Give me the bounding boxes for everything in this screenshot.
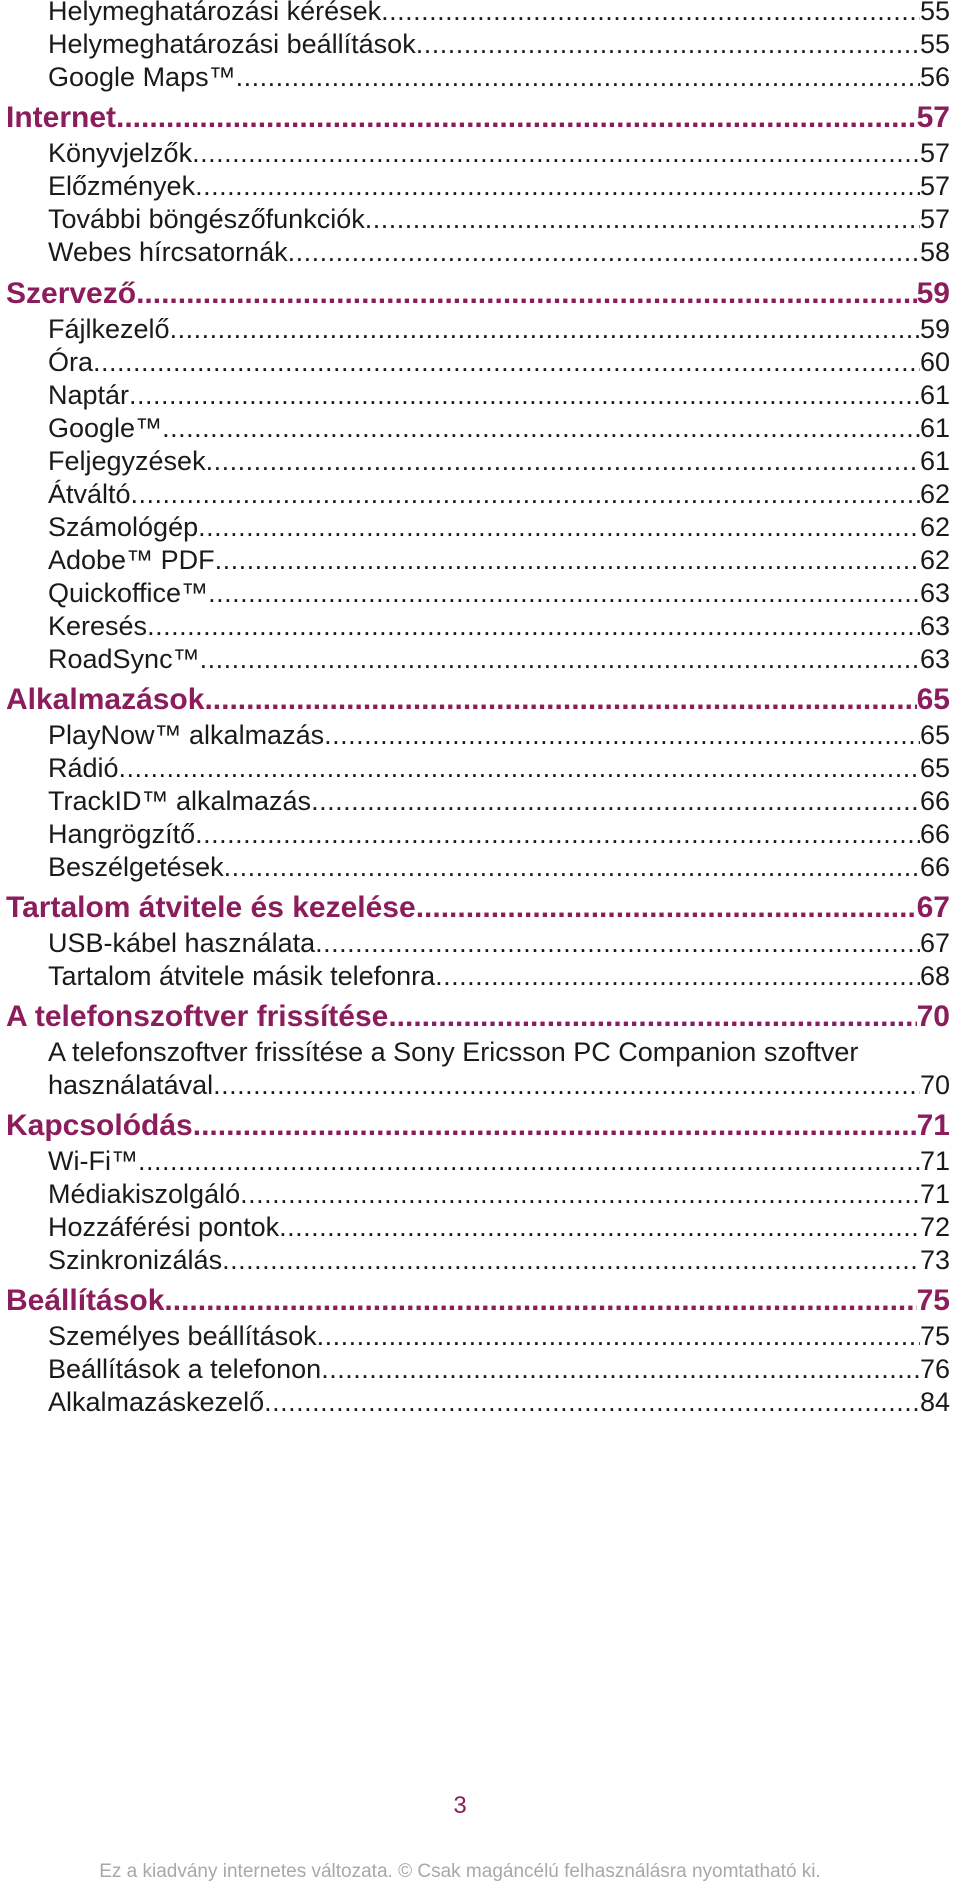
dot-leader <box>222 1245 920 1276</box>
toc-entry-title: Fájlkezelő <box>48 314 170 344</box>
page-number: 3 <box>453 1792 467 1819</box>
dot-leader <box>381 0 920 27</box>
toc-entry-page: 70 <box>919 1070 950 1100</box>
toc-entry-title-line2: használatával <box>48 1070 214 1100</box>
dot-leader <box>288 237 920 268</box>
toc-entry[interactable] <box>48 720 950 751</box>
dot-leader <box>206 446 920 477</box>
toc-entry-page: 63 <box>919 644 950 674</box>
toc-entry[interactable] <box>48 611 950 642</box>
dot-leader <box>311 786 920 817</box>
dot-leader <box>365 204 920 235</box>
toc-section-title: A telefonszoftver frissítése <box>6 1000 389 1033</box>
toc-section-page: 59 <box>916 277 950 310</box>
dot-leader <box>164 1284 916 1318</box>
toc-entry-page: 62 <box>919 545 950 575</box>
footer-notice: Ez a kiadvány internetes változata. © Csak magáncélú felhasználásra nyomtatható ki. <box>99 1861 821 1882</box>
toc-entry-title: Médiakiszolgáló <box>48 1179 241 1209</box>
dot-leader <box>93 347 920 378</box>
dot-leader <box>147 611 920 642</box>
toc-section-title: Beállítások <box>6 1284 165 1317</box>
toc-entry-title: RoadSync™ <box>48 644 200 674</box>
toc-entry[interactable] <box>48 62 950 93</box>
dot-leader <box>213 1070 920 1101</box>
toc-entry[interactable] <box>48 1146 950 1177</box>
toc-entry-title: Webes hírcsatornák <box>48 237 288 267</box>
toc-entry-page: 84 <box>919 1387 950 1417</box>
dot-leader <box>388 1000 916 1034</box>
toc-entry-title: Naptár <box>48 380 130 410</box>
dot-leader <box>200 644 920 675</box>
toc-entry-title: USB-kábel használata <box>48 928 316 958</box>
toc-section[interactable] <box>6 277 950 311</box>
dot-leader <box>315 928 920 959</box>
toc-entry-title: Rádió <box>48 753 119 783</box>
dot-leader <box>136 277 917 311</box>
toc-entry-title: Wi-Fi™ <box>48 1146 138 1176</box>
toc-entry[interactable] <box>48 347 950 378</box>
toc-entry[interactable] <box>48 1212 950 1243</box>
toc-entry-page: 56 <box>919 62 950 92</box>
toc-entry-page: 57 <box>919 204 950 234</box>
toc-entry-title: Google™ <box>48 413 163 443</box>
toc-entry-title: További böngészőfunkciók <box>48 204 365 234</box>
dot-leader <box>435 961 920 992</box>
toc-entry[interactable] <box>48 29 950 60</box>
toc-entry-page: 73 <box>919 1245 950 1275</box>
toc-entry-page: 62 <box>919 512 950 542</box>
toc-entry[interactable] <box>48 644 950 675</box>
toc-entry[interactable] <box>48 819 950 850</box>
toc-entry[interactable] <box>48 545 950 576</box>
toc-section-title: Internet <box>6 101 117 134</box>
toc-entry[interactable] <box>48 578 950 609</box>
toc-section-title: Tartalom átvitele és kezelése <box>6 891 416 924</box>
dot-leader <box>119 753 920 784</box>
toc-entry[interactable] <box>48 314 950 345</box>
toc-entry-title: Számológép <box>48 512 199 542</box>
toc-entry-page: 66 <box>919 852 950 882</box>
toc-entry-page: 57 <box>919 138 950 168</box>
toc-entry[interactable] <box>48 1179 950 1210</box>
dot-leader <box>324 720 920 751</box>
toc-entry-page: 59 <box>919 314 950 344</box>
toc-entry-page: 68 <box>919 961 950 991</box>
toc-entry-title: Tartalom átvitele másik telefonra <box>48 961 436 991</box>
toc-entry-page: 63 <box>919 578 950 608</box>
toc-entry-page: 66 <box>919 819 950 849</box>
toc-entry[interactable] <box>48 512 950 543</box>
toc-entry[interactable] <box>48 753 950 784</box>
toc-entry[interactable] <box>48 961 950 992</box>
dot-leader <box>195 171 920 202</box>
toc-entry[interactable] <box>48 0 950 27</box>
dot-leader <box>416 891 917 925</box>
toc-entry-title: Quickoffice™ <box>48 578 209 608</box>
toc-entry-title: Személyes beállítások <box>48 1321 317 1351</box>
toc-entry[interactable] <box>48 1387 950 1418</box>
toc-entry-page: 55 <box>919 29 950 59</box>
dot-leader <box>279 1212 920 1243</box>
toc-entry[interactable] <box>48 171 950 202</box>
toc-section-title: Alkalmazások <box>6 683 205 716</box>
toc-entry-page: 58 <box>919 237 950 267</box>
toc-entry[interactable] <box>48 138 950 169</box>
toc-entry-page: 75 <box>919 1321 950 1351</box>
dot-leader <box>236 62 920 93</box>
toc-entry[interactable] <box>48 446 950 477</box>
dot-leader <box>162 413 920 444</box>
toc-entry-page: 61 <box>919 446 950 476</box>
toc-entry-title: Könyvjelzők <box>48 138 193 168</box>
toc-entry-title: Átváltó <box>48 479 131 509</box>
toc-entry-page: 62 <box>919 479 950 509</box>
dot-leader <box>195 819 920 850</box>
toc-entry-page: 66 <box>919 786 950 816</box>
toc-entry-title: TrackID™ alkalmazás <box>48 786 312 816</box>
toc-entry-title-line1[interactable]: A telefonszoftver frissítése a Sony Ericsson PC Companion szoftver <box>48 1037 859 1067</box>
toc-entry[interactable] <box>48 237 950 268</box>
toc-entry[interactable] <box>48 786 950 817</box>
toc-entry-title: Adobe™ PDF <box>48 545 215 575</box>
toc-section-page: 70 <box>916 1000 950 1033</box>
toc-entry-title: Keresés <box>48 611 148 641</box>
dot-leader <box>204 683 916 717</box>
dot-leader <box>264 1387 920 1418</box>
toc-entry-title: Előzmények <box>48 171 196 201</box>
toc-entry-title: Helymeghatározási kérések <box>48 0 382 26</box>
toc-section[interactable] <box>6 1109 950 1143</box>
toc-entry-page: 76 <box>919 1354 950 1384</box>
toc-entry-page: 63 <box>919 611 950 641</box>
toc-entry[interactable] <box>48 852 950 883</box>
toc-entry-title: Beszélgetések <box>48 852 224 882</box>
toc-section-page: 71 <box>916 1109 950 1142</box>
toc-entry-page: 71 <box>919 1179 950 1209</box>
toc-entry-title: Szinkronizálás <box>48 1245 223 1275</box>
dot-leader <box>317 1321 920 1352</box>
toc-section[interactable] <box>6 1284 950 1318</box>
toc-entry[interactable] <box>48 928 950 959</box>
toc-entry-page: 72 <box>919 1212 950 1242</box>
dot-leader <box>224 852 920 883</box>
toc-entry[interactable] <box>48 1354 950 1385</box>
dot-leader <box>215 545 920 576</box>
toc-entry-title: Google Maps™ <box>48 62 236 92</box>
dot-leader <box>416 29 920 60</box>
toc-entry-title: Hozzáférési pontok <box>48 1212 280 1242</box>
dot-leader <box>208 578 920 609</box>
toc-entry[interactable] <box>48 413 950 444</box>
toc-entry-title: Óra <box>48 347 94 377</box>
dot-leader <box>129 380 920 411</box>
toc-section-title: Kapcsolódás <box>6 1109 193 1142</box>
toc-entry-page: 57 <box>919 171 950 201</box>
toc-entry-page: 55 <box>919 0 950 26</box>
dot-leader <box>198 512 920 543</box>
dot-leader <box>240 1179 920 1210</box>
toc-entry-page: 65 <box>919 720 950 750</box>
dot-leader <box>131 479 920 510</box>
dot-leader <box>116 101 917 135</box>
toc-entry-page: 60 <box>919 347 950 377</box>
toc-section[interactable] <box>6 101 950 135</box>
dot-leader <box>321 1354 920 1385</box>
toc-section-page: 75 <box>916 1284 950 1317</box>
toc-section[interactable] <box>6 1000 950 1034</box>
toc-entry-title: Beállítások a telefonon <box>48 1354 322 1384</box>
toc-entry[interactable] <box>48 479 950 510</box>
dot-leader <box>170 314 920 345</box>
toc-entry[interactable] <box>48 204 950 235</box>
toc-entry-title: Hangrögzítő <box>48 819 196 849</box>
toc-entry-page: 61 <box>919 413 950 443</box>
toc-entry[interactable] <box>48 380 950 411</box>
toc-entry[interactable] <box>48 1245 950 1276</box>
toc-entry-title: Alkalmazáskezelő <box>48 1387 265 1417</box>
toc-section[interactable] <box>6 891 950 925</box>
toc-section-page: 67 <box>916 891 950 924</box>
toc-section-title: Szervező <box>6 277 137 310</box>
toc-entry[interactable] <box>48 1321 950 1352</box>
toc-entry-page: 61 <box>919 380 950 410</box>
toc-entry[interactable] <box>48 1070 950 1101</box>
dot-leader <box>192 138 920 169</box>
toc-entry-page: 67 <box>919 928 950 958</box>
toc-section[interactable] <box>6 683 950 717</box>
toc-entry-page: 65 <box>919 753 950 783</box>
toc-section-page: 57 <box>916 101 950 134</box>
dot-leader <box>193 1109 917 1143</box>
toc-entry-page: 71 <box>919 1146 950 1176</box>
toc-entry-title: Helymeghatározási beállítások <box>48 29 416 59</box>
toc-entry-title: Feljegyzések <box>48 446 206 476</box>
toc-section-page: 65 <box>916 683 950 716</box>
toc-entry-title: PlayNow™ alkalmazás <box>48 720 325 750</box>
dot-leader <box>138 1146 920 1177</box>
